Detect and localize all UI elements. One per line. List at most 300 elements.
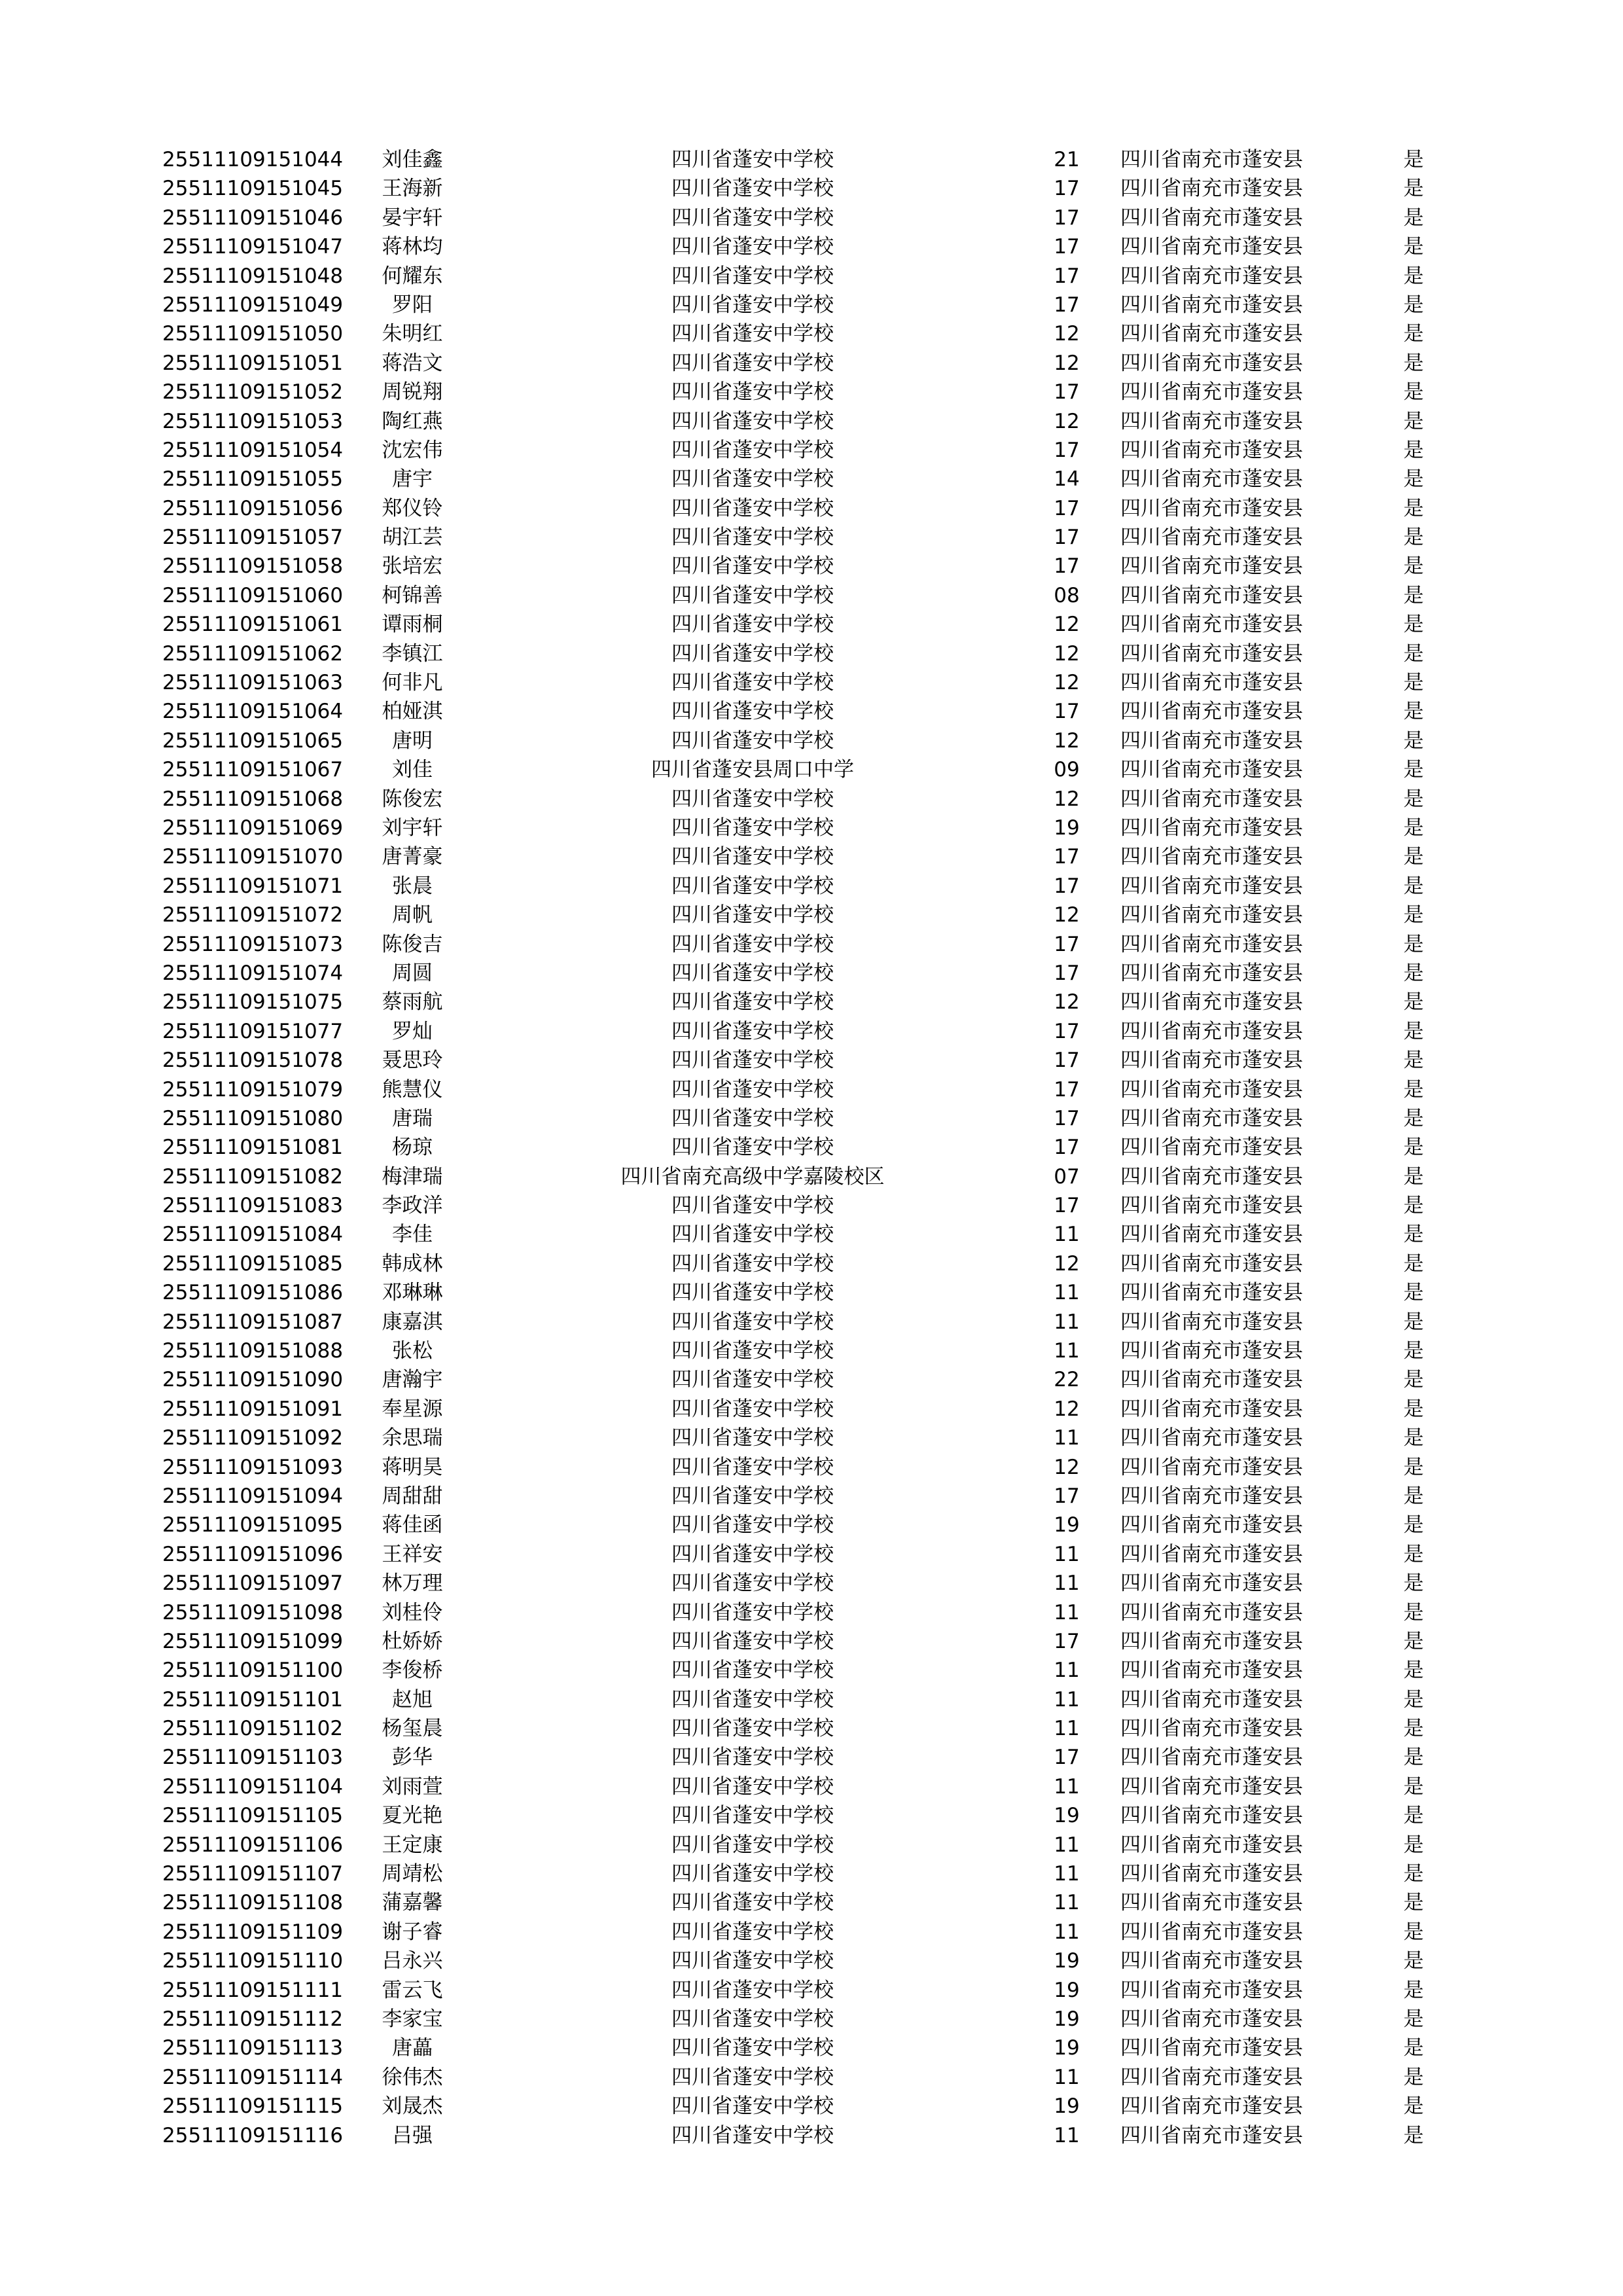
row-code: 11	[1054, 1774, 1080, 1799]
table-row	[0, 1511, 1623, 1539]
row-code: 17	[1054, 1106, 1080, 1130]
row-id: 25511109151092	[162, 1426, 344, 1450]
row-name: 唐明	[392, 728, 433, 753]
row-code: 11	[1054, 1223, 1080, 1247]
row-id: 25511109151048	[162, 264, 344, 288]
row-region: 四川省南充市蓬安县	[1120, 1629, 1303, 1653]
row-region: 四川省南充市蓬安县	[1120, 351, 1303, 375]
row-region: 四川省南充市蓬安县	[1120, 1600, 1303, 1624]
row-region: 四川省南充市蓬安县	[1120, 2065, 1303, 2089]
table-row	[0, 232, 1623, 261]
row-flag: 是	[1403, 671, 1424, 695]
row-name: 邓琳琳	[382, 1281, 443, 1305]
row-region: 四川省南充市蓬安县	[1120, 2007, 1303, 2031]
row-code: 12	[1054, 641, 1080, 666]
row-id: 25511109151083	[162, 1194, 344, 1218]
row-school: 四川省蓬安中学校	[671, 206, 834, 230]
row-name: 彭华	[392, 1746, 433, 1770]
row-flag: 是	[1403, 1774, 1424, 1799]
table-row	[0, 1424, 1623, 1452]
row-id: 25511109151087	[162, 1310, 344, 1334]
row-name: 杜娇娇	[382, 1629, 443, 1653]
row-code: 11	[1054, 1862, 1080, 1886]
row-school: 四川省蓬安中学校	[671, 322, 834, 346]
row-id: 25511109151075	[162, 990, 344, 1014]
table-row	[0, 552, 1623, 581]
row-flag: 是	[1403, 1019, 1424, 1043]
table-row	[0, 1685, 1623, 1714]
row-id: 25511109151044	[162, 148, 344, 171]
row-region: 四川省南充市蓬安县	[1120, 1426, 1303, 1450]
row-flag: 是	[1403, 206, 1424, 230]
row-name: 杨琼	[392, 1136, 433, 1160]
table-row	[0, 1801, 1623, 1830]
row-id: 25511109151078	[162, 1049, 344, 1073]
row-name: 林万理	[382, 1571, 443, 1596]
row-school: 四川省蓬安中学校	[671, 1949, 834, 1973]
row-code: 17	[1054, 1049, 1080, 1073]
row-id: 25511109151055	[162, 467, 344, 492]
row-school: 四川省蓬安中学校	[671, 2007, 834, 2031]
row-flag: 是	[1403, 1600, 1424, 1624]
row-flag: 是	[1403, 1513, 1424, 1537]
table-row	[0, 1656, 1623, 1685]
row-id: 25511109151068	[162, 787, 344, 811]
row-school: 四川省蓬安中学校	[671, 1426, 834, 1450]
row-code: 19	[1054, 1804, 1080, 1828]
row-flag: 是	[1403, 1717, 1424, 1741]
row-name: 柏娅淇	[382, 700, 443, 724]
row-id: 25511109151052	[162, 380, 344, 404]
row-name: 朱明红	[382, 322, 443, 346]
table-row	[0, 2005, 1623, 2034]
row-flag: 是	[1403, 467, 1424, 492]
row-name: 蒋佳函	[382, 1513, 443, 1537]
row-code: 11	[1054, 1891, 1080, 1915]
row-region: 四川省南充市蓬安县	[1120, 526, 1303, 550]
table-row	[0, 2092, 1623, 2121]
row-name: 陈俊宏	[382, 787, 443, 811]
row-name: 刘佳	[392, 758, 433, 782]
row-id: 25511109151099	[162, 1629, 344, 1653]
row-name: 郑仪铃	[382, 496, 443, 520]
row-school: 四川省蓬安县周口中学	[651, 758, 854, 782]
row-code: 11	[1054, 1281, 1080, 1305]
row-region: 四川省南充市蓬安县	[1120, 1804, 1303, 1828]
row-school: 四川省南充高级中学嘉陵校区	[620, 1164, 885, 1189]
table-row	[0, 988, 1623, 1016]
row-school: 四川省蓬安中学校	[671, 845, 834, 869]
row-school: 四川省蓬安中学校	[671, 1891, 834, 1915]
table-row	[0, 319, 1623, 348]
table-row	[0, 1831, 1623, 1859]
row-region: 四川省南充市蓬安县	[1120, 671, 1303, 695]
row-name: 陈俊吉	[382, 932, 443, 956]
row-code: 11	[1054, 1310, 1080, 1334]
row-school: 四川省蓬安中学校	[671, 496, 834, 520]
row-id: 25511109151115	[162, 2094, 344, 2119]
table-row	[0, 1017, 1623, 1046]
row-id: 25511109151072	[162, 903, 344, 927]
row-school: 四川省蓬安中学校	[671, 1310, 834, 1334]
row-region: 四川省南充市蓬安县	[1120, 1687, 1303, 1712]
row-id: 25511109151047	[162, 235, 344, 259]
table-row	[0, 1191, 1623, 1220]
row-id: 25511109151088	[162, 1339, 344, 1363]
row-id: 25511109151054	[162, 438, 344, 462]
table-row	[0, 1046, 1623, 1075]
row-name: 罗灿	[392, 1019, 433, 1043]
row-id: 25511109151085	[162, 1251, 344, 1276]
row-school: 四川省蓬安中学校	[671, 1978, 834, 2002]
row-region: 四川省南充市蓬安县	[1120, 641, 1303, 666]
row-region: 四川省南充市蓬安县	[1120, 1077, 1303, 1102]
row-flag: 是	[1403, 177, 1424, 201]
row-flag: 是	[1403, 1484, 1424, 1508]
row-flag: 是	[1403, 700, 1424, 724]
table-row	[0, 814, 1623, 842]
row-code: 12	[1054, 787, 1080, 811]
row-school: 四川省蓬安中学校	[671, 903, 834, 927]
row-id: 25511109151090	[162, 1368, 344, 1392]
row-name: 李镇江	[382, 641, 443, 666]
row-id: 25511109151101	[162, 1687, 344, 1712]
row-id: 25511109151051	[162, 351, 344, 375]
row-region: 四川省南充市蓬安县	[1120, 1659, 1303, 1683]
row-id: 25511109151045	[162, 177, 344, 201]
row-name: 何非凡	[382, 671, 443, 695]
table-row	[0, 1888, 1623, 1917]
table-row	[0, 523, 1623, 552]
row-name: 熊慧仪	[382, 1077, 443, 1102]
row-region: 四川省南充市蓬安县	[1120, 1746, 1303, 1770]
row-name: 唐瑞	[392, 1106, 433, 1130]
row-school: 四川省蓬安中学校	[671, 1339, 834, 1363]
row-school: 四川省蓬安中学校	[671, 2123, 834, 2147]
row-code: 11	[1054, 1600, 1080, 1624]
row-code: 12	[1054, 351, 1080, 375]
row-name: 刘晟杰	[382, 2094, 443, 2119]
row-region: 四川省南充市蓬安县	[1120, 728, 1303, 753]
row-school: 四川省蓬安中学校	[671, 264, 834, 288]
row-flag: 是	[1403, 1746, 1424, 1770]
row-id: 25511109151060	[162, 583, 344, 607]
row-name: 张松	[392, 1339, 433, 1363]
table-row	[0, 2063, 1623, 2092]
row-code: 21	[1054, 148, 1080, 171]
row-code: 17	[1054, 177, 1080, 201]
row-school: 四川省蓬安中学校	[671, 148, 834, 171]
row-school: 四川省蓬安中学校	[671, 787, 834, 811]
row-id: 25511109151100	[162, 1659, 344, 1683]
row-id: 25511109151102	[162, 1717, 344, 1741]
row-id: 25511109151086	[162, 1281, 344, 1305]
row-school: 四川省蓬安中学校	[671, 1281, 834, 1305]
row-school: 四川省蓬安中学校	[671, 1833, 834, 1857]
row-school: 四川省蓬安中学校	[671, 409, 834, 433]
row-code: 17	[1054, 438, 1080, 462]
row-region: 四川省南充市蓬安县	[1120, 1571, 1303, 1596]
row-id: 25511109151071	[162, 874, 344, 898]
row-flag: 是	[1403, 2094, 1424, 2119]
table-row	[0, 378, 1623, 406]
table-row	[0, 465, 1623, 493]
row-school: 四川省蓬安中学校	[671, 1920, 834, 1944]
row-flag: 是	[1403, 1687, 1424, 1712]
row-region: 四川省南充市蓬安县	[1120, 496, 1303, 520]
row-region: 四川省南充市蓬安县	[1120, 787, 1303, 811]
table-row	[0, 1569, 1623, 1598]
row-id: 25511109151082	[162, 1164, 344, 1189]
row-school: 四川省蓬安中学校	[671, 1368, 834, 1392]
row-school: 四川省蓬安中学校	[671, 1513, 834, 1537]
row-region: 四川省南充市蓬安县	[1120, 1310, 1303, 1334]
row-id: 25511109151112	[162, 2007, 344, 2031]
table-row	[0, 1540, 1623, 1569]
row-code: 19	[1054, 1978, 1080, 2002]
row-school: 四川省蓬安中学校	[671, 2065, 834, 2089]
row-flag: 是	[1403, 1949, 1424, 1973]
row-flag: 是	[1403, 1194, 1424, 1218]
row-region: 四川省南充市蓬安县	[1120, 177, 1303, 201]
row-id: 25511109151107	[162, 1862, 344, 1886]
row-id: 25511109151079	[162, 1077, 344, 1102]
row-school: 四川省蓬安中学校	[671, 1484, 834, 1508]
table-row	[0, 1918, 1623, 1946]
row-school: 四川省蓬安中学校	[671, 1106, 834, 1130]
row-code: 11	[1054, 1542, 1080, 1566]
table-row	[0, 1598, 1623, 1627]
row-id: 25511109151105	[162, 1804, 344, 1828]
row-school: 四川省蓬安中学校	[671, 1223, 834, 1247]
row-flag: 是	[1403, 2123, 1424, 2147]
row-region: 四川省南充市蓬安县	[1120, 1891, 1303, 1915]
row-id: 25511109151080	[162, 1106, 344, 1130]
row-region: 四川省南充市蓬安县	[1120, 1281, 1303, 1305]
row-school: 四川省蓬安中学校	[671, 1804, 834, 1828]
row-code: 17	[1054, 961, 1080, 985]
row-name: 王定康	[382, 1833, 443, 1857]
row-code: 17	[1054, 380, 1080, 404]
row-flag: 是	[1403, 264, 1424, 288]
row-code: 12	[1054, 990, 1080, 1014]
row-id: 25511109151053	[162, 409, 344, 433]
row-school: 四川省蓬安中学校	[671, 932, 834, 956]
row-name: 周锐翔	[382, 380, 443, 404]
row-code: 17	[1054, 293, 1080, 317]
row-flag: 是	[1403, 1804, 1424, 1828]
row-name: 王祥安	[382, 1542, 443, 1566]
row-name: 谭雨桐	[382, 613, 443, 637]
row-code: 12	[1054, 613, 1080, 637]
table-row	[0, 1336, 1623, 1365]
row-school: 四川省蓬安中学校	[671, 1397, 834, 1421]
row-flag: 是	[1403, 1455, 1424, 1479]
row-region: 四川省南充市蓬安县	[1120, 583, 1303, 607]
row-id: 25511109151046	[162, 206, 344, 230]
row-flag: 是	[1403, 845, 1424, 869]
row-name: 雷云飞	[382, 1978, 443, 2002]
row-code: 17	[1054, 264, 1080, 288]
row-id: 25511109151050	[162, 322, 344, 346]
row-region: 四川省南充市蓬安县	[1120, 1397, 1303, 1421]
row-flag: 是	[1403, 1426, 1424, 1450]
row-region: 四川省南充市蓬安县	[1120, 380, 1303, 404]
row-name: 谢子睿	[382, 1920, 443, 1944]
row-flag: 是	[1403, 728, 1424, 753]
row-school: 四川省蓬安中学校	[671, 438, 834, 462]
row-flag: 是	[1403, 1077, 1424, 1102]
row-region: 四川省南充市蓬安县	[1120, 816, 1303, 840]
row-code: 17	[1054, 526, 1080, 550]
table-row	[0, 726, 1623, 755]
row-region: 四川省南充市蓬安县	[1120, 1106, 1303, 1130]
row-region: 四川省南充市蓬安县	[1120, 1774, 1303, 1799]
row-code: 14	[1054, 467, 1080, 492]
row-id: 25511109151074	[162, 961, 344, 985]
row-flag: 是	[1403, 787, 1424, 811]
row-name: 何耀东	[382, 264, 443, 288]
row-school: 四川省蓬安中学校	[671, 1049, 834, 1073]
row-code: 11	[1054, 1339, 1080, 1363]
row-code: 11	[1054, 1426, 1080, 1450]
row-name: 陶红燕	[382, 409, 443, 433]
row-flag: 是	[1403, 496, 1424, 520]
row-name: 蔡雨航	[382, 990, 443, 1014]
row-region: 四川省南充市蓬安县	[1120, 758, 1303, 782]
row-id: 25511109151070	[162, 845, 344, 869]
row-flag: 是	[1403, 1571, 1424, 1596]
row-flag: 是	[1403, 380, 1424, 404]
row-name: 蒋林均	[382, 235, 443, 259]
row-name: 唐菁豪	[382, 845, 443, 869]
row-flag: 是	[1403, 1368, 1424, 1392]
row-region: 四川省南充市蓬安县	[1120, 1484, 1303, 1508]
row-flag: 是	[1403, 932, 1424, 956]
row-school: 四川省蓬安中学校	[671, 961, 834, 985]
row-region: 四川省南充市蓬安县	[1120, 1920, 1303, 1944]
row-flag: 是	[1403, 1891, 1424, 1915]
row-region: 四川省南充市蓬安县	[1120, 1513, 1303, 1537]
row-id: 25511109151081	[162, 1136, 344, 1160]
row-id: 25511109151058	[162, 554, 344, 579]
data-table	[0, 145, 1623, 2150]
row-code: 11	[1054, 1659, 1080, 1683]
row-name: 韩成林	[382, 1251, 443, 1276]
row-name: 周圆	[392, 961, 433, 985]
row-region: 四川省南充市蓬安县	[1120, 1455, 1303, 1479]
row-name: 赵旭	[392, 1687, 433, 1712]
row-flag: 是	[1403, 874, 1424, 898]
row-school: 四川省蓬安中学校	[671, 1629, 834, 1653]
table-row	[0, 872, 1623, 901]
row-flag: 是	[1403, 641, 1424, 666]
table-row	[0, 639, 1623, 668]
row-id: 25511109151062	[162, 641, 344, 666]
row-id: 25511109151091	[162, 1397, 344, 1421]
table-row	[0, 407, 1623, 436]
row-flag: 是	[1403, 816, 1424, 840]
row-flag: 是	[1403, 1281, 1424, 1305]
row-name: 刘雨萱	[382, 1774, 443, 1799]
row-name: 周甜甜	[382, 1484, 443, 1508]
row-name: 王海新	[382, 177, 443, 201]
row-id: 25511109151064	[162, 700, 344, 724]
row-code: 19	[1054, 1949, 1080, 1973]
row-code: 11	[1054, 1717, 1080, 1741]
row-id: 25511109151063	[162, 671, 344, 695]
row-code: 17	[1054, 206, 1080, 230]
row-name: 吕永兴	[382, 1949, 443, 1973]
row-name: 余思瑞	[382, 1426, 443, 1450]
row-flag: 是	[1403, 148, 1424, 171]
row-code: 22	[1054, 1368, 1080, 1392]
row-name: 康嘉淇	[382, 1310, 443, 1334]
row-school: 四川省蓬安中学校	[671, 1862, 834, 1886]
table-row	[0, 755, 1623, 784]
row-flag: 是	[1403, 1251, 1424, 1276]
row-school: 四川省蓬安中学校	[671, 351, 834, 375]
row-school: 四川省蓬安中学校	[671, 1077, 834, 1102]
row-school: 四川省蓬安中学校	[671, 1251, 834, 1276]
row-code: 12	[1054, 322, 1080, 346]
row-region: 四川省南充市蓬安县	[1120, 1164, 1303, 1189]
row-code: 12	[1054, 671, 1080, 695]
table-row	[0, 1482, 1623, 1511]
table-row	[0, 959, 1623, 988]
row-school: 四川省蓬安中学校	[671, 613, 834, 637]
row-school: 四川省蓬安中学校	[671, 1717, 834, 1741]
row-code: 12	[1054, 409, 1080, 433]
table-row	[0, 668, 1623, 697]
row-flag: 是	[1403, 1862, 1424, 1886]
row-id: 25511109151095	[162, 1513, 344, 1537]
row-name: 晏宇轩	[382, 206, 443, 230]
row-code: 19	[1054, 2036, 1080, 2060]
table-row	[0, 785, 1623, 814]
table-row	[0, 1395, 1623, 1424]
row-code: 17	[1054, 1136, 1080, 1160]
row-name: 沈宏伟	[382, 438, 443, 462]
row-school: 四川省蓬安中学校	[671, 1659, 834, 1683]
row-name: 柯锦善	[382, 583, 443, 607]
row-school: 四川省蓬安中学校	[671, 1136, 834, 1160]
row-id: 25511109151084	[162, 1223, 344, 1247]
row-name: 奉星源	[382, 1397, 443, 1421]
row-id: 25511109151111	[162, 1978, 344, 2002]
row-name: 刘桂伶	[382, 1600, 443, 1624]
row-code: 12	[1054, 1455, 1080, 1479]
row-name: 夏光艳	[382, 1804, 443, 1828]
row-school: 四川省蓬安中学校	[671, 816, 834, 840]
row-flag: 是	[1403, 1833, 1424, 1857]
row-region: 四川省南充市蓬安县	[1120, 845, 1303, 869]
table-row	[0, 1627, 1623, 1656]
row-school: 四川省蓬安中学校	[671, 1019, 834, 1043]
row-name: 蒋浩文	[382, 351, 443, 375]
row-id: 25511109151109	[162, 1920, 344, 1944]
row-name: 刘宇轩	[382, 816, 443, 840]
row-flag: 是	[1403, 1920, 1424, 1944]
row-flag: 是	[1403, 961, 1424, 985]
row-id: 25511109151097	[162, 1571, 344, 1596]
row-flag: 是	[1403, 1978, 1424, 2002]
row-flag: 是	[1403, 1164, 1424, 1189]
row-region: 四川省南充市蓬安县	[1120, 961, 1303, 985]
row-id: 25511109151094	[162, 1484, 344, 1508]
row-flag: 是	[1403, 235, 1424, 259]
row-name: 张晨	[392, 874, 433, 898]
